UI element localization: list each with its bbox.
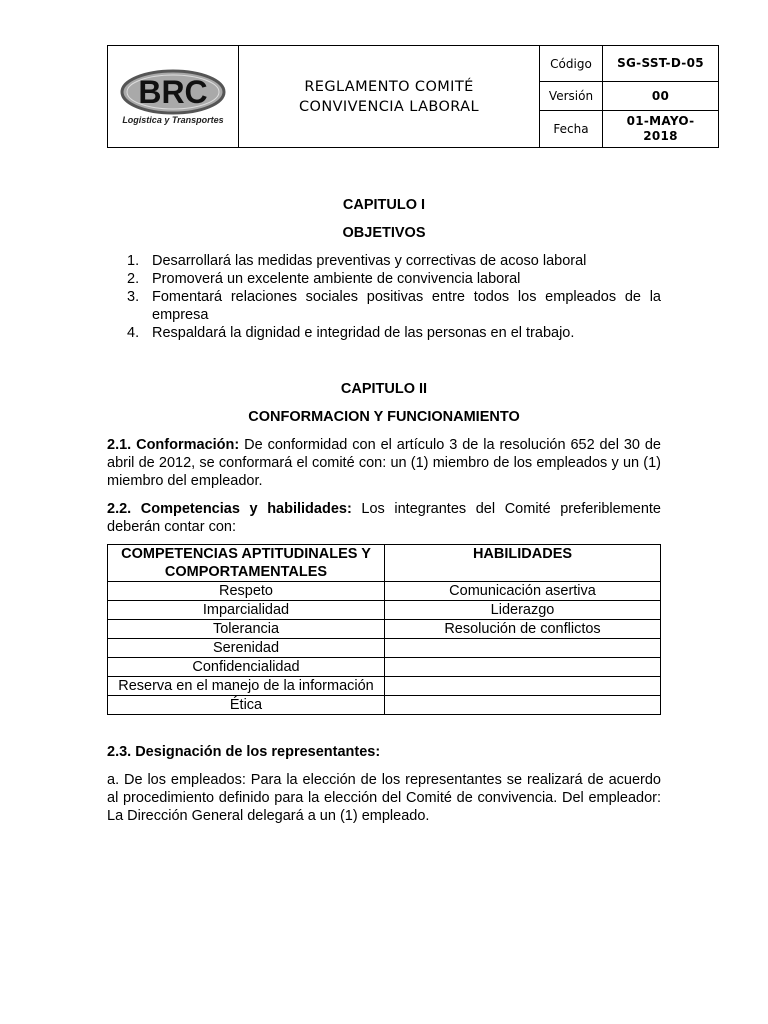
table-header-row: [108, 545, 661, 582]
table-row: Ética: [108, 696, 661, 715]
logo-subtitle: Logistica y Transportes: [122, 115, 224, 125]
fecha-value: [603, 111, 719, 148]
fecha-value-line-1: 01-MAYO-: [626, 114, 695, 128]
chapter-2-title: CAPITULO II: [340, 381, 428, 397]
table-row: Imparcialidad Liderazgo: [108, 601, 661, 620]
list-item: 1. Desarrollará las medidas preventivas y correctivas de acoso laboral: [127, 253, 587, 269]
logo-cell: [108, 46, 239, 148]
document-title: [239, 46, 540, 148]
fecha-value-line-2: 2018: [643, 129, 678, 143]
table-header-competencias: COMPETENCIAS APTITUDINALES Y COMPORTAMENTALES: [108, 545, 385, 582]
fecha-label: Fecha: [540, 111, 603, 148]
document-body: [107, 196, 661, 825]
chapter-1-subtitle: OBJETIVOS: [342, 225, 426, 241]
section-2-1: [107, 436, 661, 490]
section-2-2-text: Los integrantes del Comité preferiblemente deberán contar con:: [107, 501, 661, 535]
brc-logo-icon: [119, 68, 227, 116]
list-item: 4. Respaldará la dignidad e integridad de las personas en el trabajo.: [127, 325, 575, 341]
codigo-value: SG-SST-D-05: [603, 46, 719, 82]
table-row: Tolerancia Resolución de conflictos: [108, 620, 661, 639]
competencies-table: [107, 544, 661, 715]
table-row: Respeto Comunicación asertiva: [108, 582, 661, 601]
table-header-habilidades: HABILIDADES: [385, 545, 661, 582]
section-2-3-heading: 2.3. Designación de los representantes:: [107, 744, 381, 760]
document-header-table: [107, 45, 719, 148]
section-2-3-text: a. De los empleados: Para la elección de los representantes se realizará de acuerdo al procedimiento definido para la elección del Comité de convivencia. Del empleador: La Dirección General delegará a un (1) empleado.: [107, 772, 661, 824]
chapter-1-title: CAPITULO I: [342, 197, 426, 213]
title-line-1: REGLAMENTO COMITÉ: [304, 78, 474, 95]
logo-text: BRC: [138, 74, 208, 110]
list-item: 3. Fomentará relaciones sociales positivas entre todos los empleados de la empresa: [127, 289, 661, 323]
section-2-1-text: De conformidad con el artículo 3 de la resolución 652 del 30 de abril de 2012, se conformará el comité con: un (1) miembro de los empleados y un (1) miembro del empleador.: [107, 437, 661, 489]
table-row: Serenidad: [108, 639, 661, 658]
chapter-2-subtitle: CONFORMACION Y FUNCIONAMIENTO: [248, 409, 520, 425]
title-line-2: CONVIVENCIA LABORAL: [299, 98, 479, 115]
table-row: Reserva en el manejo de la información: [108, 677, 661, 696]
section-2-2-heading: 2.2. Competencias y habilidades:: [107, 501, 352, 517]
version-label: Versión: [540, 82, 603, 111]
codigo-label: Código: [540, 46, 603, 82]
table-row: Confidencialidad: [108, 658, 661, 677]
version-value: 00: [603, 82, 719, 111]
section-2-1-heading: 2.1. Conformación:: [107, 437, 240, 453]
section-2-2: [107, 500, 661, 536]
list-item: 2. Promoverá un excelente ambiente de convivencia laboral: [127, 271, 521, 287]
objectives-list: [107, 252, 661, 342]
